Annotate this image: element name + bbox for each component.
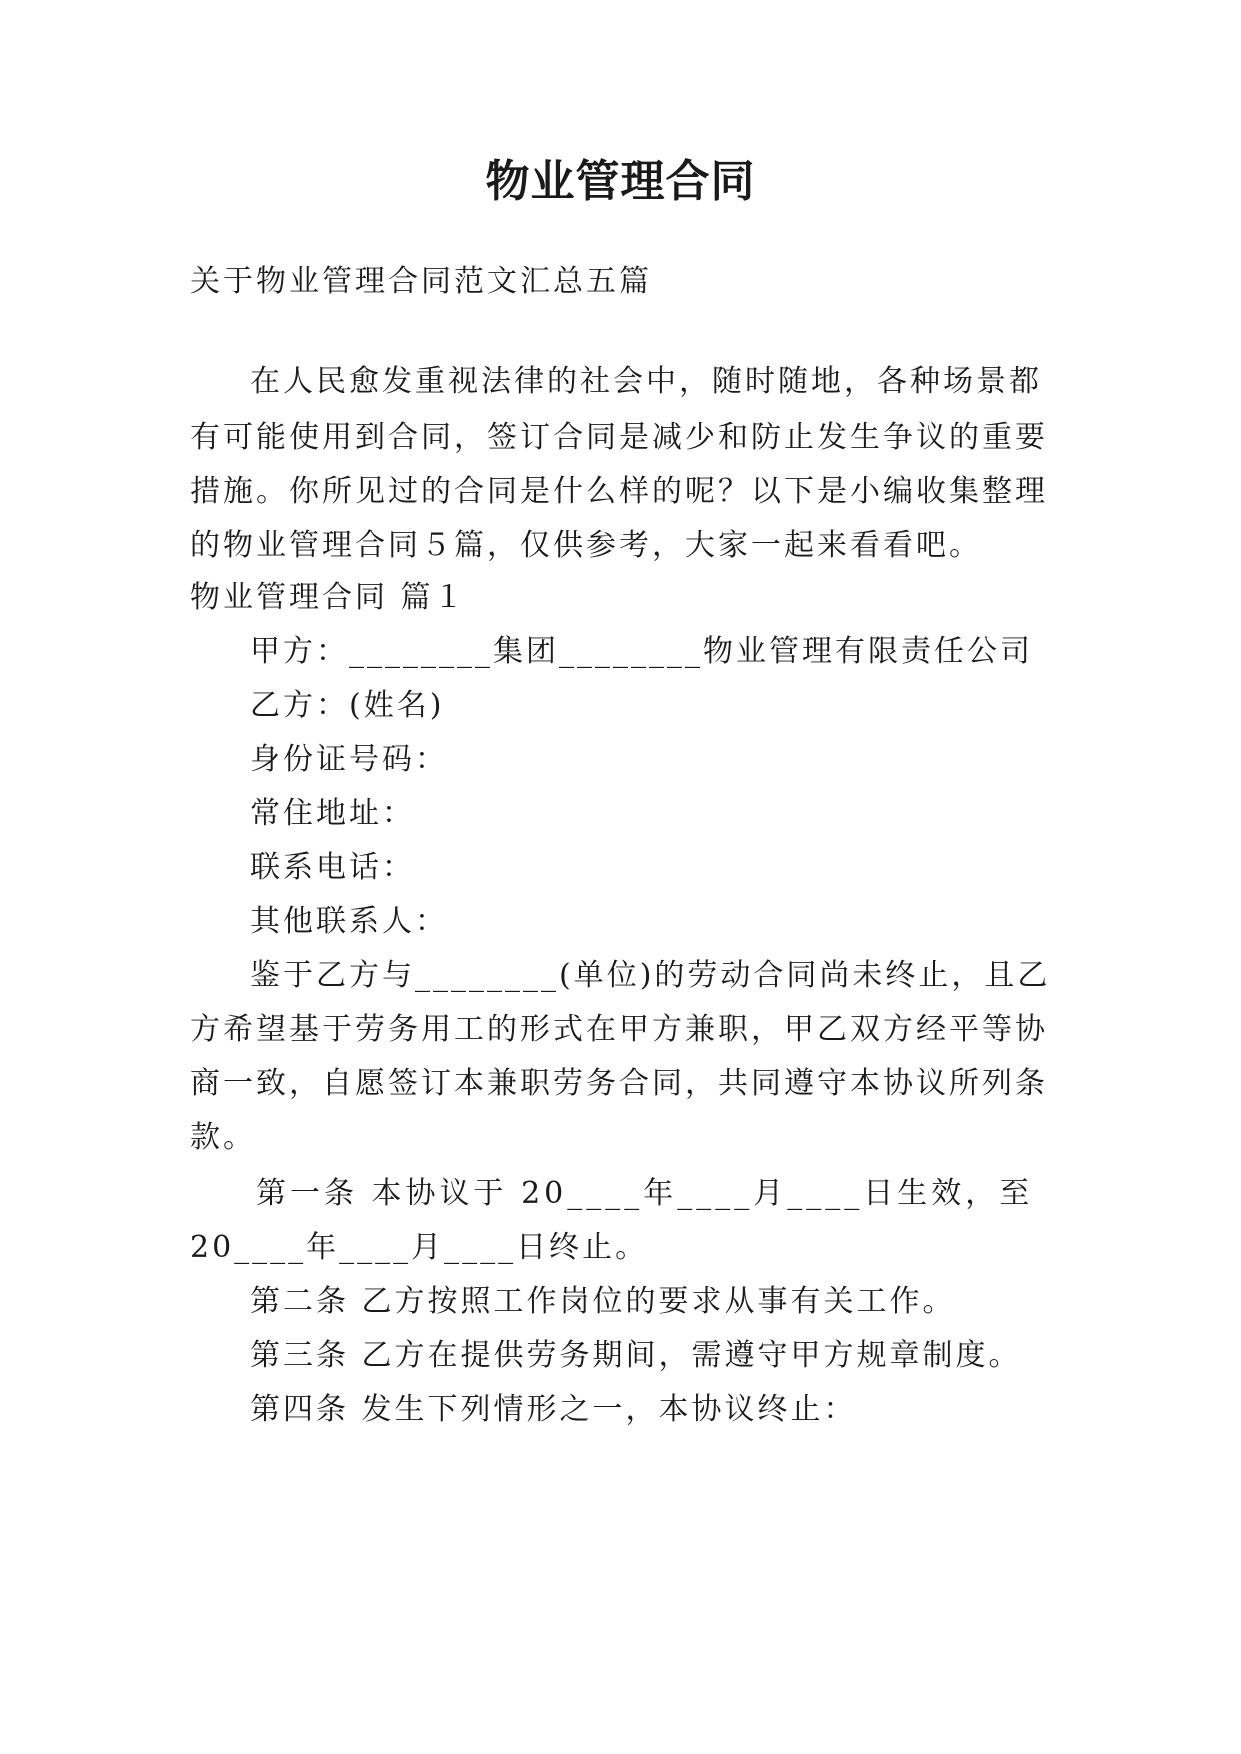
intro-line-2: 有可能使用到合同，签订合同是减少和防止发生争议的重要 bbox=[190, 420, 1048, 455]
party-a-line: 甲方：________集团________物业管理有限责任公司 bbox=[250, 634, 1033, 669]
whereas-line-3: 商一致，自愿签订本兼职劳务合同，共同遵守本协议所列条 bbox=[190, 1066, 1048, 1101]
page-title: 物业管理合同 bbox=[485, 156, 756, 207]
id-number-line: 身份证号码： bbox=[250, 742, 448, 777]
intro-line-4: 的物业管理合同５篇，仅供参考，大家一起来看看吧。 bbox=[190, 528, 982, 563]
section-heading: 物业管理合同 篇１ bbox=[190, 580, 467, 615]
article-2: 第二条 乙方按照工作岗位的要求从事有关工作。 bbox=[250, 1284, 956, 1319]
intro-line-3: 措施。你所见过的合同是什么样的呢？以下是小编收集整理 bbox=[190, 474, 1048, 509]
address-line: 常住地址： bbox=[250, 796, 415, 831]
whereas-line-1: 鉴于乙方与________(单位)的劳动合同尚未终止，且乙 bbox=[250, 958, 1051, 993]
article-3: 第三条 乙方在提供劳务期间，需遵守甲方规章制度。 bbox=[250, 1338, 1022, 1373]
other-contact-line: 其他联系人： bbox=[250, 904, 448, 939]
article-4: 第四条 发生下列情形之一，本协议终止： bbox=[250, 1392, 857, 1427]
intro-line-1: 在人民愈发重视法律的社会中，随时随地，各种场景都 bbox=[250, 364, 1042, 399]
article-1-line-1: 第一条 本协议于 20____年____月____日生效，至 bbox=[256, 1176, 1034, 1211]
document-subtitle: 关于物业管理合同范文汇总五篇 bbox=[190, 264, 652, 299]
whereas-line-4: 款。 bbox=[190, 1120, 256, 1155]
phone-line: 联系电话： bbox=[250, 850, 415, 885]
whereas-line-2: 方希望基于劳务用工的形式在甲方兼职，甲乙双方经平等协 bbox=[190, 1012, 1048, 1047]
article-1-line-2: 20____年____月____日终止。 bbox=[190, 1230, 649, 1265]
party-b-line: 乙方：(姓名) bbox=[250, 688, 445, 723]
